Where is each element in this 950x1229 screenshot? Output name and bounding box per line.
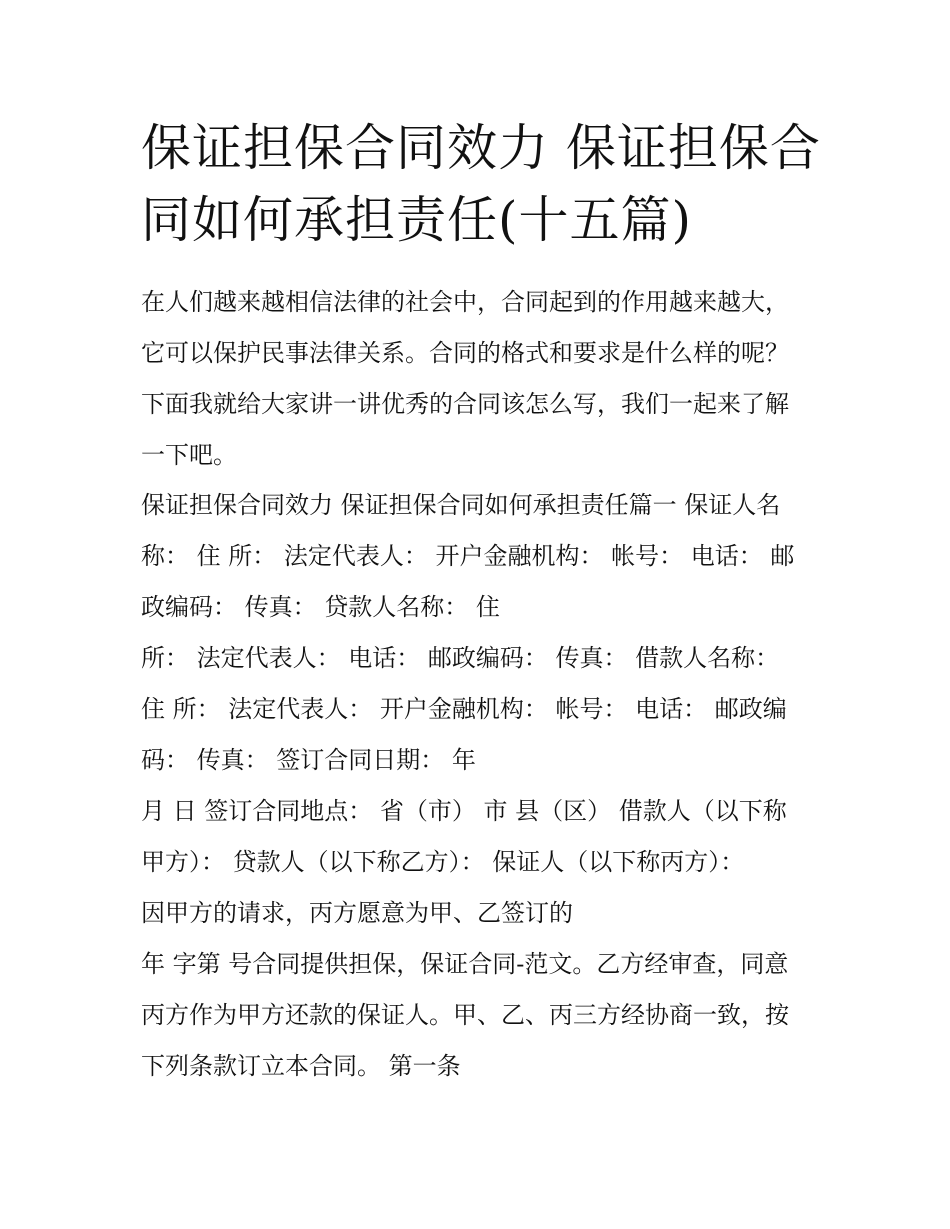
contract-line-10: 年 字第 号合同提供担保，保证合同-范文。乙方经审查，同意 [141,950,789,978]
contract-line-4: 所： 法定代表人： 电话： 邮政编码： 传真： 借款人名称： [141,644,780,672]
intro-line-1: 在人们越来越相信法律的社会中，合同起到的作用越来越大， [141,288,789,316]
contract-line-2: 称： 住 所： 法定代表人： 开户金融机构： 帐号： 电话： 邮 [141,542,795,570]
contract-text [141,480,841,1092]
contract-line-11: 丙方作为甲方还款的保证人。甲、乙、丙三方经协商一致，按 [141,1001,789,1029]
contract-line-8: 甲方）： 贷款人（以下称乙方）： 保证人（以下称丙方）： [141,848,745,876]
contract-line-9: 因甲方的请求，丙方愿意为甲、乙签订的 [141,899,573,927]
contract-line-3: 政编码： 传真： 贷款人名称： 住 [141,593,500,621]
contract-line-5: 住 所： 法定代表人： 开户金融机构： 帐号： 电话： 邮政编 [141,695,787,723]
title-line-2: 同如何承担责任(十五篇) [141,191,693,249]
intro-line-4: 一下吧。 [141,441,237,469]
contract-line-7: 月 日 签订合同地点： 省（市） 市 县（区） 借款人（以下称 [141,797,787,825]
intro-line-2: 它可以保护民事法律关系。合同的格式和要求是什么样的呢？ [141,339,789,367]
intro-line-3: 下面我就给大家讲一讲优秀的合同该怎么写，我们一起来了解 [141,390,789,418]
contract-line-6: 码： 传真： 签订合同日期： 年 [141,746,476,774]
document-title [141,112,841,256]
intro-paragraph [141,277,841,481]
contract-line-12: 下列条款订立本合同。 第一条 [141,1052,461,1080]
contract-line-1: 保证担保合同效力 保证担保合同如何承担责任篇一 保证人名 [141,491,781,519]
title-line-1: 保证担保合同效力 保证担保合 [141,119,821,177]
